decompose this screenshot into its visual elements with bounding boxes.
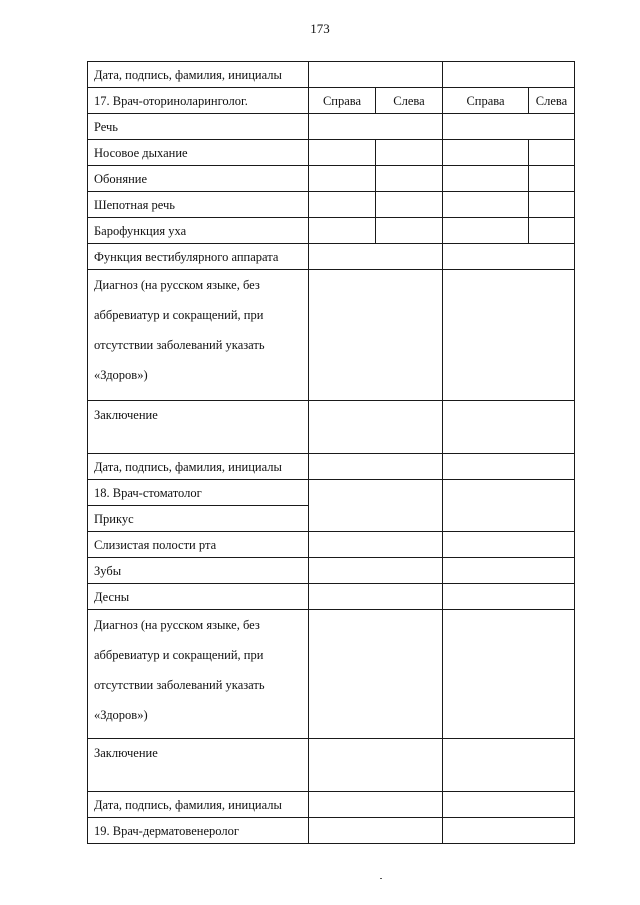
row-label-barofunction: Барофункция уха	[88, 218, 309, 244]
dermatologist-cell-1[interactable]	[309, 818, 443, 844]
teeth-cell-1[interactable]	[309, 558, 443, 584]
date-sign-cell-1[interactable]	[309, 62, 443, 88]
table-row	[88, 792, 575, 818]
ent-conclusion-cell-2[interactable]	[443, 401, 575, 454]
row-label-bite: Прикус	[88, 506, 309, 532]
table-row	[88, 218, 575, 244]
gums-cell-1[interactable]	[309, 584, 443, 610]
cell-input[interactable]	[309, 218, 376, 244]
speech-cell-1[interactable]	[309, 114, 443, 140]
diagnosis-line: Диагноз (на русском языке, без	[94, 278, 260, 292]
diagnosis-line: аббревиатур и сокращений, при	[94, 308, 264, 322]
cell-input[interactable]	[376, 192, 443, 218]
cell-input[interactable]	[529, 166, 575, 192]
speech-cell-2[interactable]	[443, 114, 575, 140]
vestibular-cell-2[interactable]	[443, 244, 575, 270]
cell-input[interactable]	[529, 140, 575, 166]
diagnosis-line: «Здоров»)	[94, 368, 148, 382]
table-row	[88, 480, 575, 506]
date-sign-cell-1[interactable]	[309, 792, 443, 818]
date-sign-cell-1[interactable]	[309, 454, 443, 480]
ent-section-title: 17. Врач-оториноларинголог.	[88, 88, 309, 114]
date-sign-label: Дата, подпись, фамилия, инициалы	[88, 62, 309, 88]
dentist-section-title: 18. Врач-стоматолог	[88, 480, 309, 506]
ent-diagnosis-cell-2[interactable]	[443, 270, 575, 401]
dentist-conclusion-cell-1[interactable]	[309, 739, 443, 792]
table-row	[88, 818, 575, 844]
right-header: Справа	[309, 88, 376, 114]
cell-input[interactable]	[376, 140, 443, 166]
diagnosis-line: отсутствии заболеваний указать	[94, 678, 265, 692]
date-sign-label: Дата, подпись, фамилия, инициалы	[88, 792, 309, 818]
table-row	[88, 244, 575, 270]
cell-input[interactable]	[443, 218, 529, 244]
conclusion-text: Заключение	[94, 408, 158, 422]
table-row	[88, 140, 575, 166]
scan-speck	[380, 878, 382, 879]
page-number: 173	[310, 21, 330, 36]
row-label-vestibular: Функция вестибулярного аппарата	[88, 244, 309, 270]
bite-cell-1[interactable]	[309, 480, 443, 532]
dermatologist-cell-2[interactable]	[443, 818, 575, 844]
row-label-speech: Речь	[88, 114, 309, 140]
table-row	[88, 454, 575, 480]
left-header: Слева	[529, 88, 575, 114]
table-row	[88, 270, 575, 401]
dentist-diagnosis-label	[88, 610, 309, 739]
row-label-nasal-breathing: Носовое дыхание	[88, 140, 309, 166]
ent-diagnosis-cell-1[interactable]	[309, 270, 443, 401]
cell-input[interactable]	[309, 140, 376, 166]
cell-input[interactable]	[529, 192, 575, 218]
row-label-teeth: Зубы	[88, 558, 309, 584]
gums-cell-2[interactable]	[443, 584, 575, 610]
diagnosis-line: отсутствии заболеваний указать	[94, 338, 265, 352]
bite-cell-2[interactable]	[443, 480, 575, 532]
medical-exam-form-table	[87, 61, 575, 844]
cell-input[interactable]	[309, 166, 376, 192]
row-label-smell: Обоняние	[88, 166, 309, 192]
date-sign-cell-2[interactable]	[443, 454, 575, 480]
table-row	[88, 88, 575, 114]
right-header: Справа	[443, 88, 529, 114]
diagnosis-line: «Здоров»)	[94, 708, 148, 722]
cell-input[interactable]	[529, 218, 575, 244]
dentist-conclusion-cell-2[interactable]	[443, 739, 575, 792]
dentist-diagnosis-cell-2[interactable]	[443, 610, 575, 739]
table-row	[88, 610, 575, 739]
dentist-conclusion-label	[88, 739, 309, 792]
oral-mucosa-cell-2[interactable]	[443, 532, 575, 558]
table-row	[88, 739, 575, 792]
date-sign-cell-2[interactable]	[443, 62, 575, 88]
left-header: Слева	[376, 88, 443, 114]
row-label-whisper-speech: Шепотная речь	[88, 192, 309, 218]
teeth-cell-2[interactable]	[443, 558, 575, 584]
date-sign-label: Дата, подпись, фамилия, инициалы	[88, 454, 309, 480]
cell-input[interactable]	[309, 192, 376, 218]
row-label-oral-mucosa: Слизистая полости рта	[88, 532, 309, 558]
table-row	[88, 401, 575, 454]
cell-input[interactable]	[443, 140, 529, 166]
diagnosis-line: аббревиатур и сокращений, при	[94, 648, 264, 662]
conclusion-text: Заключение	[94, 746, 158, 760]
cell-input[interactable]	[376, 166, 443, 192]
table-row	[88, 558, 575, 584]
date-sign-cell-2[interactable]	[443, 792, 575, 818]
cell-input[interactable]	[443, 192, 529, 218]
dermatologist-section-title: 19. Врач-дерматовенеролог	[88, 818, 309, 844]
table-row	[88, 166, 575, 192]
ent-conclusion-label	[88, 401, 309, 454]
table-row	[88, 114, 575, 140]
diagnosis-line: Диагноз (на русском языке, без	[94, 618, 260, 632]
oral-mucosa-cell-1[interactable]	[309, 532, 443, 558]
ent-conclusion-cell-1[interactable]	[309, 401, 443, 454]
vestibular-cell-1[interactable]	[309, 244, 443, 270]
dentist-diagnosis-cell-1[interactable]	[309, 610, 443, 739]
table-row	[88, 532, 575, 558]
row-label-gums: Десны	[88, 584, 309, 610]
ent-diagnosis-label	[88, 270, 309, 401]
table-row	[88, 584, 575, 610]
cell-input[interactable]	[376, 218, 443, 244]
cell-input[interactable]	[443, 166, 529, 192]
table-row	[88, 192, 575, 218]
table-row	[88, 62, 575, 88]
